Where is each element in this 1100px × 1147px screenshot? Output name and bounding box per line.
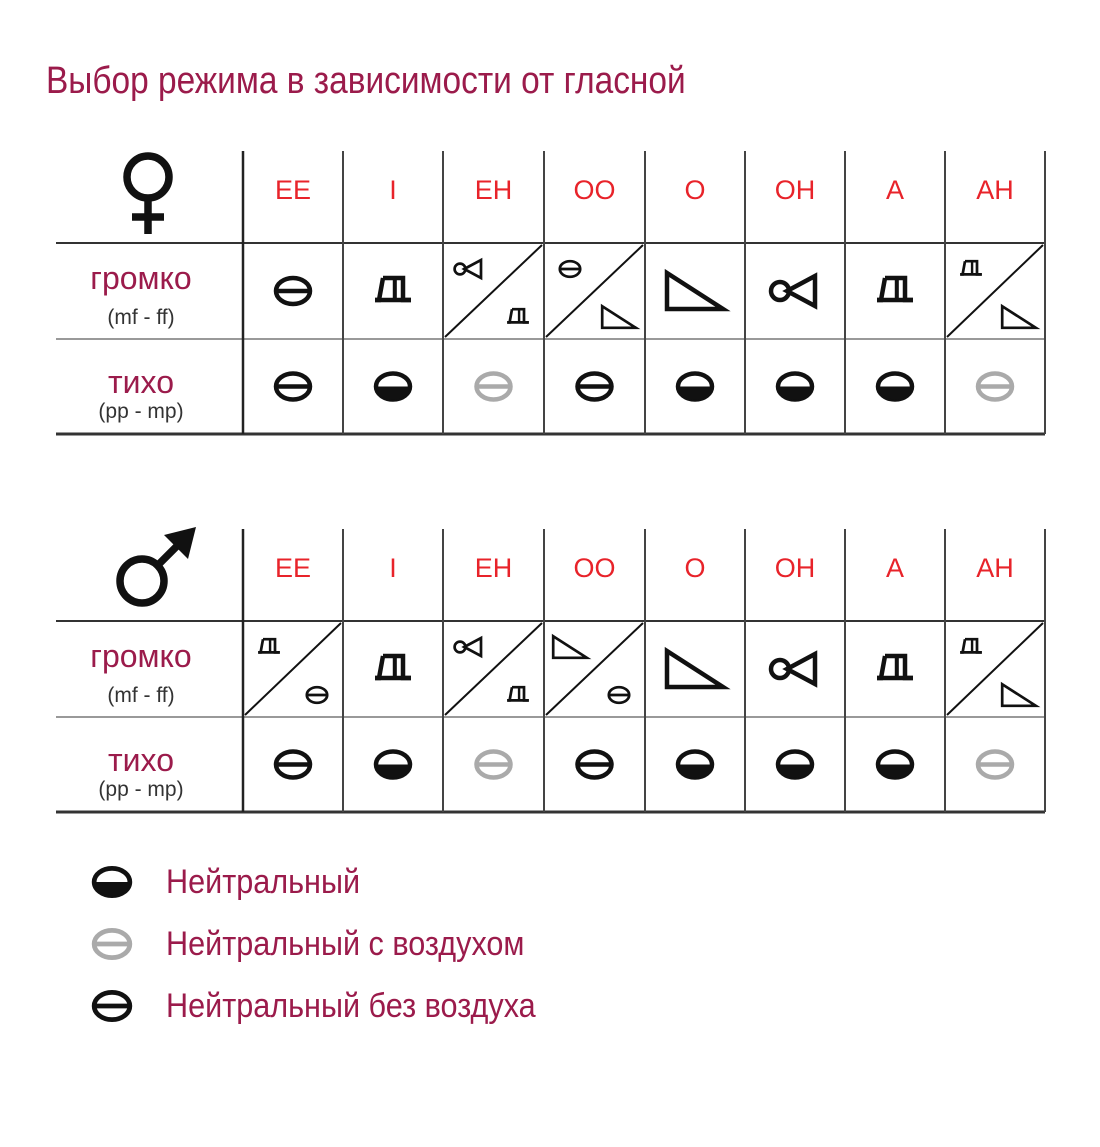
mode-table-female <box>0 145 1100 445</box>
loud-row-label: громко <box>90 638 192 674</box>
neutral-air-icon <box>978 752 1012 778</box>
vowel-header: EE <box>274 175 312 205</box>
curbing-icon <box>455 260 481 278</box>
neutral-icon <box>878 374 912 400</box>
neutral-no-air-icon <box>276 374 310 400</box>
overdrive-icon <box>602 306 636 328</box>
vowel-header: I <box>389 553 397 583</box>
curbing-icon <box>455 638 481 656</box>
vowel-header: I <box>389 175 397 205</box>
neutral-air-icon <box>477 374 511 400</box>
neutral-icon <box>778 374 812 400</box>
belt-icon <box>960 261 982 274</box>
loud-row-sublabel: (mf - ff) <box>107 306 175 329</box>
vowel-header: AH <box>976 553 1014 583</box>
belt-icon <box>375 656 411 678</box>
belt-icon <box>507 309 529 322</box>
overdrive-icon <box>553 636 587 658</box>
vowel-header: EE <box>274 553 312 583</box>
soft-row-sublabel: (pp - mp) <box>98 778 184 801</box>
neutral-no-air-icon <box>307 687 327 703</box>
neutral-no-air-icon <box>578 374 612 400</box>
belt-icon <box>877 656 913 678</box>
neutral-no-air-icon <box>94 992 130 1019</box>
legend-label: Нейтральный с воздухом <box>166 924 525 963</box>
neutral-no-air-icon <box>276 752 310 778</box>
neutral-air-icon <box>94 930 130 957</box>
neutral-icon <box>678 752 712 778</box>
soft-row-label: тихо <box>108 742 174 778</box>
vowel-header: EH <box>474 553 513 583</box>
split-diagonal <box>546 623 643 715</box>
vowel-header: EH <box>474 175 513 205</box>
belt-icon <box>877 278 913 300</box>
page-title: Выбор режима в зависимости от гласной <box>46 60 686 102</box>
male-symbol-icon <box>120 527 196 603</box>
legend-item-neutral <box>84 862 382 902</box>
neutral-air-icon <box>477 752 511 778</box>
loud-row-label: громко <box>90 260 192 296</box>
neutral-icon <box>878 752 912 778</box>
vowel-header: O <box>684 553 706 583</box>
vowel-header: OH <box>774 175 816 205</box>
neutral-no-air-icon <box>276 278 310 304</box>
loud-row-sublabel: (mf - ff) <box>107 684 175 707</box>
vowel-header: OO <box>573 175 616 205</box>
soft-row-label: тихо <box>108 364 174 400</box>
legend-item-neutral-no-air <box>84 986 577 1026</box>
legend-item-neutral-air <box>84 924 564 964</box>
belt-icon <box>960 639 982 652</box>
curbing-icon <box>771 654 815 684</box>
vowel-header: OO <box>573 553 616 583</box>
legend-label: Нейтральный без воздуха <box>166 986 536 1025</box>
neutral-icon <box>376 752 410 778</box>
vowel-header: A <box>885 553 905 583</box>
soft-row-sublabel: (pp - mp) <box>98 400 184 423</box>
neutral-no-air-icon <box>578 752 612 778</box>
neutral-no-air-mode-icon <box>84 986 140 1026</box>
vowel-header: O <box>684 175 706 205</box>
neutral-air-icon <box>978 374 1012 400</box>
belt-icon <box>375 278 411 300</box>
neutral-mode-icon <box>84 862 140 902</box>
female-symbol-icon <box>127 156 169 234</box>
neutral-icon <box>678 374 712 400</box>
mode-table-male <box>0 523 1100 823</box>
neutral-air-mode-icon <box>84 924 140 964</box>
belt-icon <box>258 639 280 652</box>
neutral-no-air-icon <box>560 261 580 277</box>
overdrive-icon <box>667 273 723 309</box>
overdrive-icon <box>667 651 723 687</box>
overdrive-icon <box>1002 684 1036 706</box>
curbing-icon <box>771 276 815 306</box>
legend-label: Нейтральный <box>166 862 361 901</box>
neutral-no-air-icon <box>609 687 629 703</box>
neutral-icon <box>778 752 812 778</box>
vowel-header: OH <box>774 553 816 583</box>
split-diagonal <box>245 623 341 715</box>
neutral-icon <box>376 374 410 400</box>
overdrive-icon <box>1002 306 1036 328</box>
neutral-icon <box>94 868 130 895</box>
vowel-header: A <box>885 175 905 205</box>
belt-icon <box>507 687 529 700</box>
vowel-header: AH <box>976 175 1014 205</box>
